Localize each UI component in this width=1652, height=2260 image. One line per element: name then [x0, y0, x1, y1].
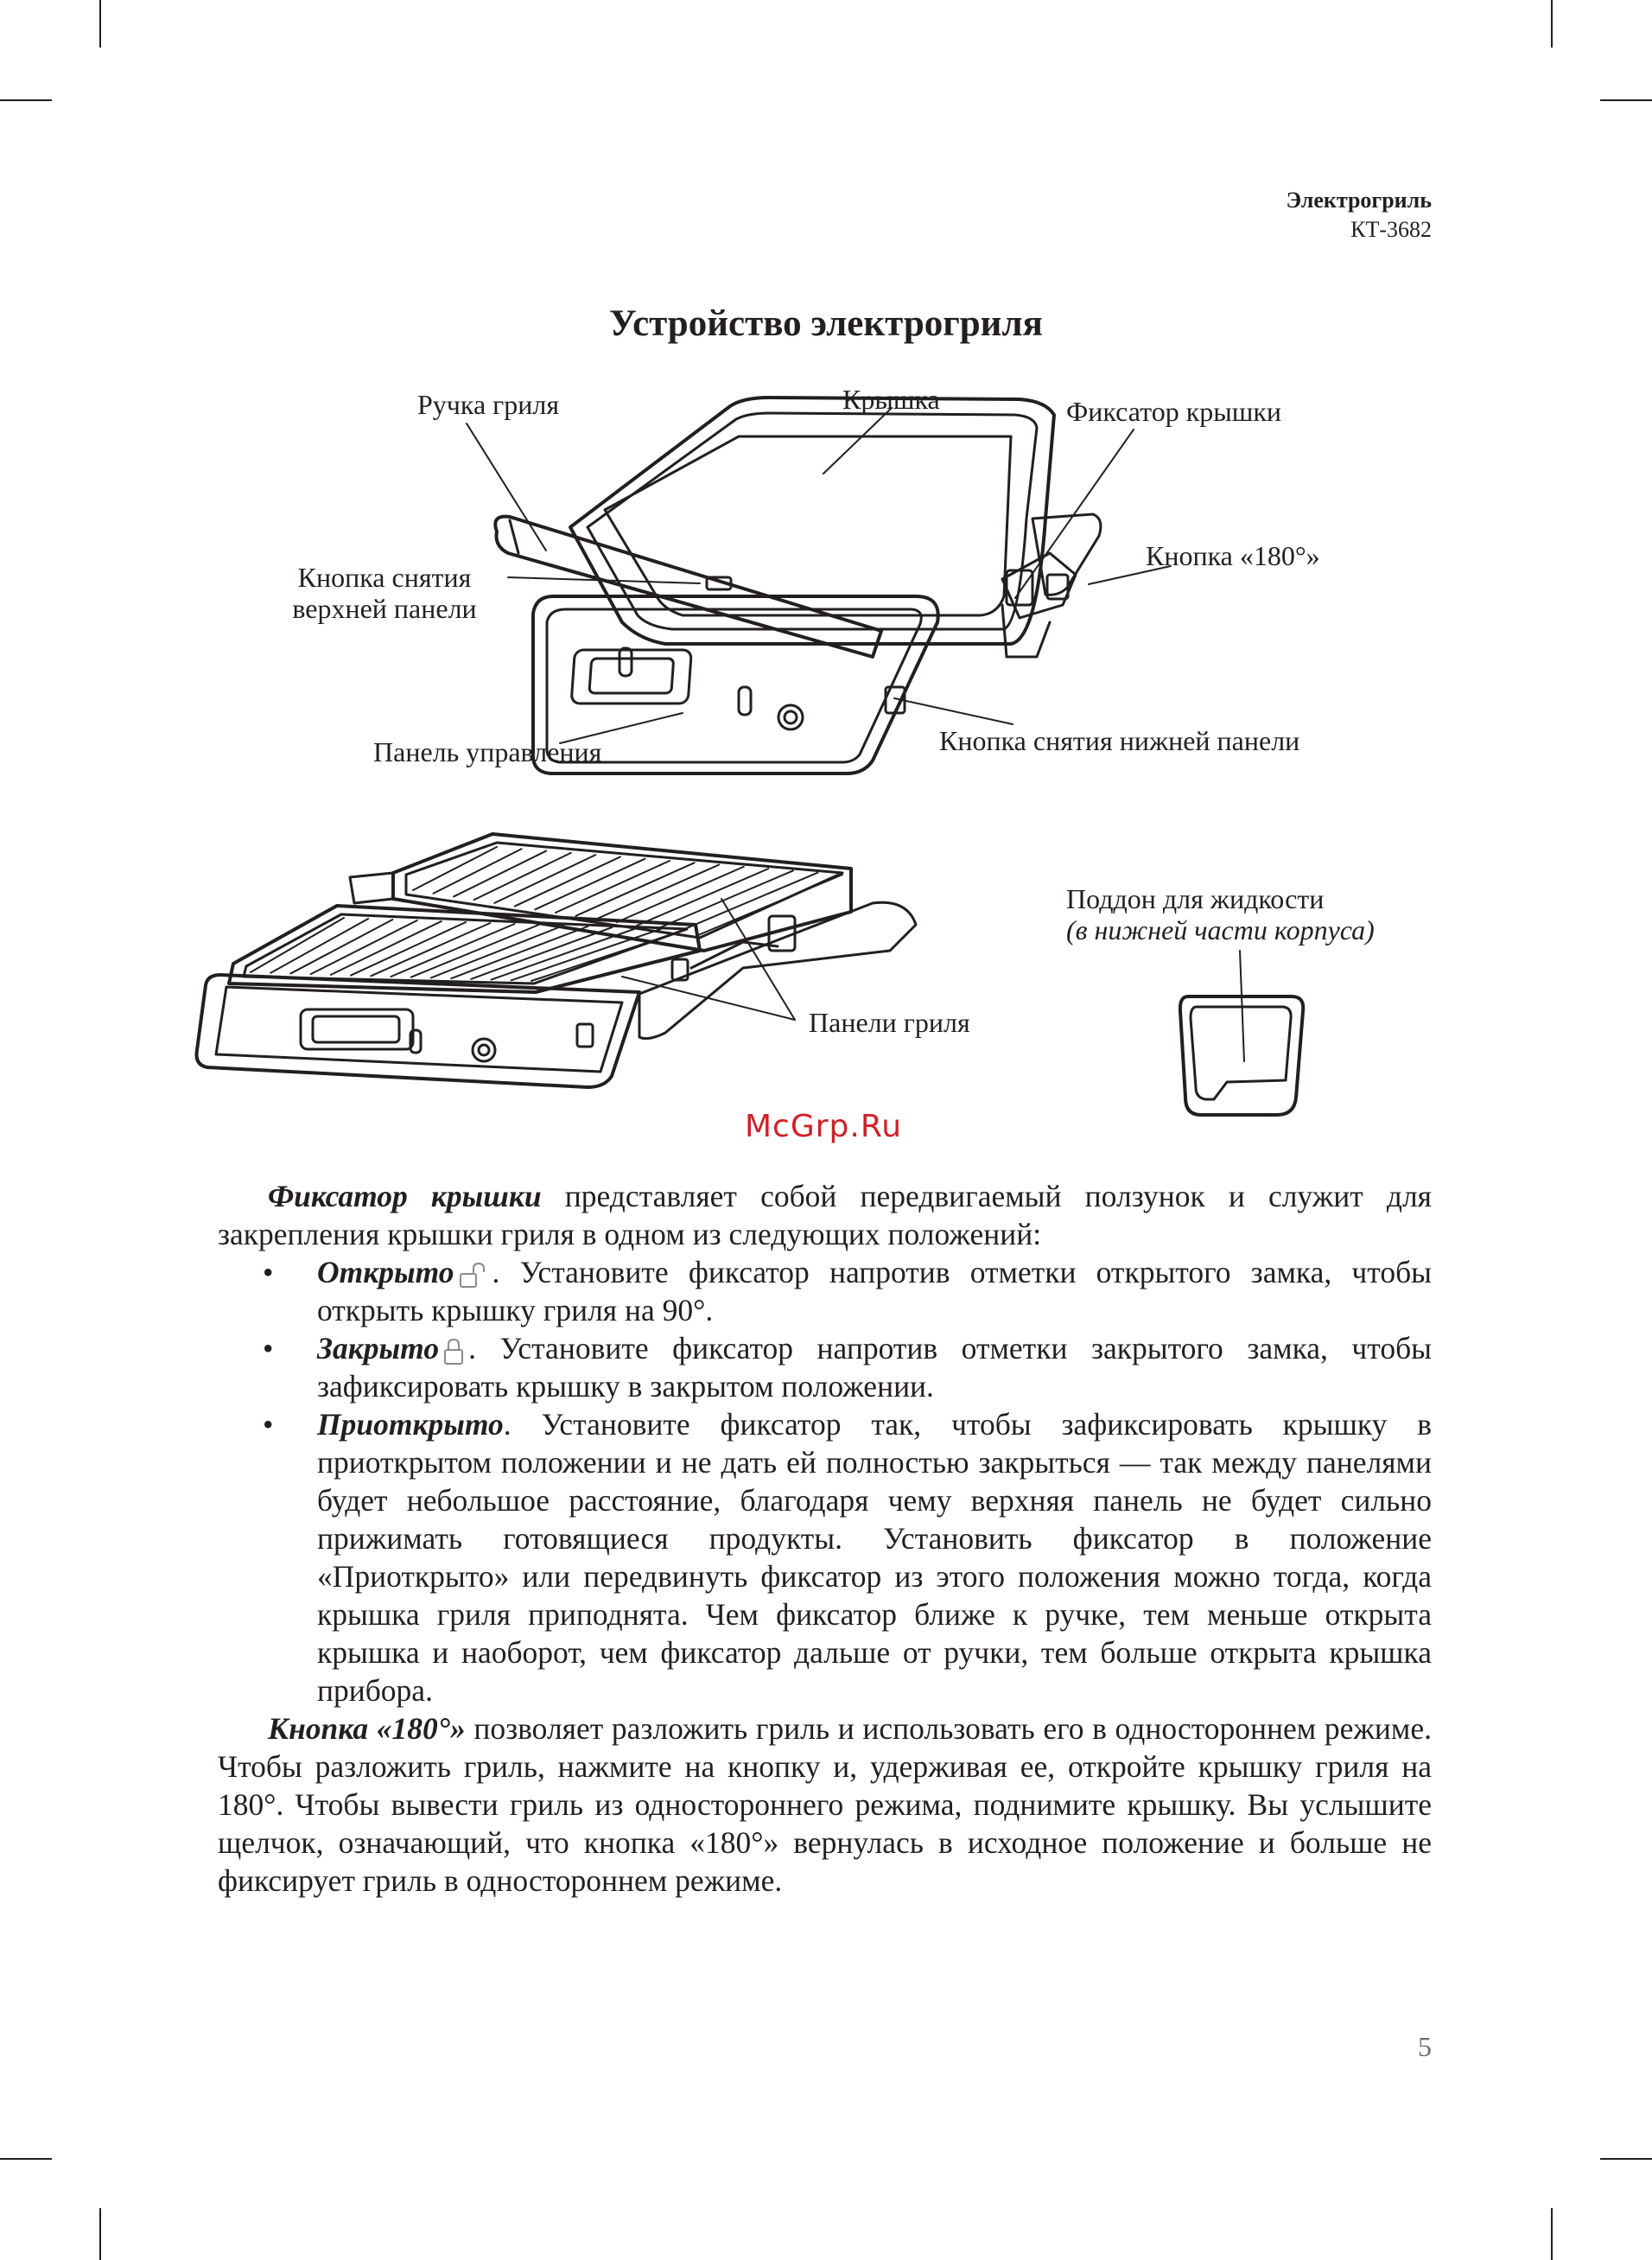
grill-rib	[617, 867, 744, 922]
label-drip-tray-line1: Поддон для жидкости	[1066, 883, 1325, 914]
paragraph-lid-lock	[218, 1177, 1432, 1253]
watermark: McGrp.Ru	[745, 1109, 903, 1144]
closed-lock-icon	[442, 1337, 465, 1366]
term-open: Открыто	[317, 1255, 454, 1289]
list-item-ajar	[218, 1405, 1432, 1709]
crop-mark	[1600, 2158, 1652, 2160]
label-lid-lock: Фиксатор крышки	[1066, 396, 1282, 427]
grill-rib	[434, 849, 522, 893]
list-item-open	[218, 1253, 1432, 1329]
grill-rib	[677, 873, 817, 933]
list-item-closed	[218, 1329, 1432, 1405]
open-grill-illustration	[197, 834, 917, 1087]
crop-mark	[99, 2208, 101, 2260]
grill-rib	[454, 851, 546, 897]
label-drip-tray	[1066, 883, 1375, 945]
page-number: 5	[1418, 2031, 1432, 2062]
list-item-open-text: . Установите фиксатор напротив отметки открытого замка, чтобы открыть крышку гриля на 90°.	[317, 1255, 1432, 1327]
label-button-180: Кнопка «180°»	[1146, 540, 1320, 571]
grill-rib	[535, 859, 645, 910]
term-button-180: Кнопка «180°»	[268, 1711, 466, 1746]
label-lid: Крышка	[842, 384, 940, 415]
grill-rib	[637, 869, 768, 926]
term-closed: Закрыто	[317, 1331, 440, 1366]
paragraph-lid-lock-text: представляет собой передвигаемый ползунок и служит для закрепления крышки гриля в одном из следующих положений:	[218, 1179, 1432, 1251]
label-lower-release: Кнопка снятия нижней панели	[939, 725, 1300, 756]
body-text	[218, 1177, 1432, 1900]
bullet: •	[263, 1255, 274, 1289]
open-lock-icon	[458, 1262, 489, 1289]
lock-positions-list	[218, 1253, 1432, 1709]
grill-rib	[556, 861, 670, 913]
paragraph-button-180	[218, 1709, 1432, 1900]
label-drip-tray-note: (в нижней части корпуса)	[1066, 914, 1375, 945]
grill-rib	[371, 923, 490, 976]
page-title: Устройство электрогриля	[609, 303, 1043, 344]
header-product: Электрогриль	[1286, 188, 1432, 213]
label-control-panel: Панель управления	[373, 736, 602, 767]
grill-rib	[658, 870, 793, 928]
crop-mark	[1551, 2208, 1553, 2260]
crop-mark	[0, 2158, 52, 2160]
grill-rib	[474, 853, 571, 900]
label-upper-release	[276, 562, 492, 624]
list-item-ajar-text: . Установите фиксатор так, чтобы зафиксировать крышку в приоткрытом положении и не дать ей полностью закрыться — так между панелями будет небольшое расстояние, благодаря чему верхняя панель не будет сильно прижимать готовящиеся продукты. Установить фиксатор в положение «Приоткрыто» или передвинуть фиксатор из этого положения можно тогда, когда крышка гриля приподнята. Чем фиксатор ближе к ручке, тем меньше открыта крышка и наоборот, чем фиксатор дальше от ручки, тем больше открыта крышка прибора.	[317, 1407, 1432, 1708]
term-ajar: Приоткрыто	[317, 1407, 504, 1442]
bullet: •	[263, 1331, 274, 1366]
label-grill-panels: Панели гриля	[809, 1007, 970, 1038]
label-drip-tray-line2	[1066, 914, 1375, 945]
term-lid-lock: Фиксатор крышки	[268, 1179, 542, 1213]
drip-tray-illustration	[1180, 951, 1303, 1115]
label-upper-release-line1: Кнопка снятия	[297, 562, 472, 593]
list-item-closed-text: . Установите фиксатор напротив отметки закрытого замка, чтобы зафиксировать крышку в закрытом положении.	[317, 1331, 1432, 1404]
label-handle: Ручка гриля	[417, 389, 560, 420]
header-model: КТ-3682	[1350, 217, 1432, 242]
grill-rib	[290, 920, 392, 973]
grill-rib	[515, 856, 620, 906]
bullet: •	[263, 1407, 274, 1442]
grill-rib	[351, 922, 466, 976]
closed-grill-illustration	[495, 398, 1101, 773]
paragraph-button-180-text: позволяет разложить гриль и использовать его в одностороннем режиме. Чтобы разложить гриль, нажмите на кнопку и, удерживая ее, откройте крышку гриля на 180°. Чтобы вывести гриль из одностороннего режима, поднимите крышку. Вы услышите щелчок, означающий, что кнопка «180°» вернулась в исходное положение и больше не фиксирует гриль в одностороннем режиме.	[218, 1711, 1433, 1898]
grill-rib	[494, 855, 595, 903]
label-upper-release-line2: верхней панели	[292, 593, 477, 624]
